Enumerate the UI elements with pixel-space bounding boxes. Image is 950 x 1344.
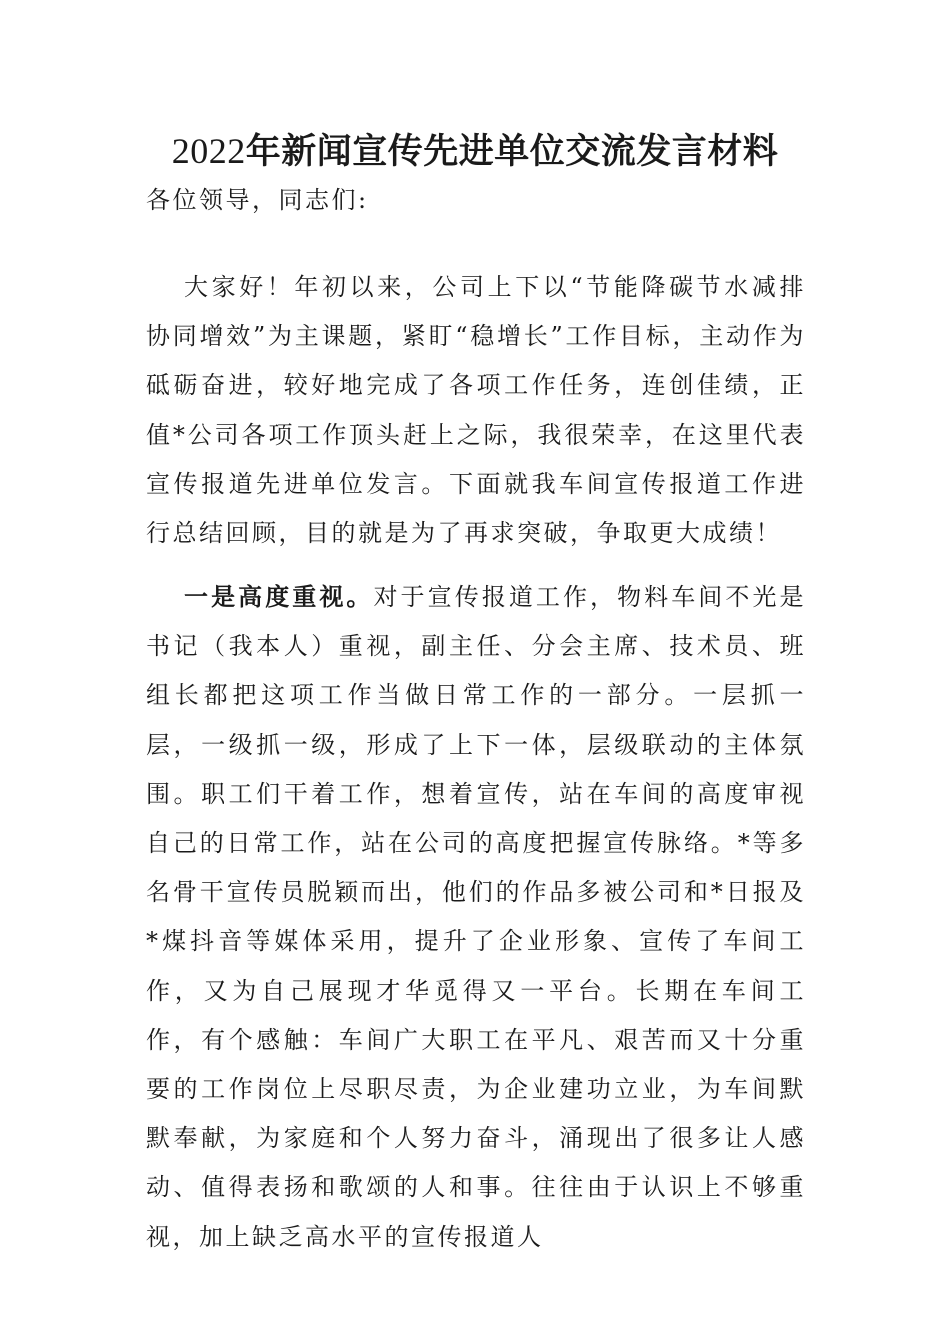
paragraph-2-lead: 一是高度重视。 <box>184 582 374 611</box>
title-year: 2022 <box>171 131 246 171</box>
title-text: 年新闻宣传先进单位交流发言材料 <box>245 131 779 172</box>
paragraph-2 <box>146 572 806 1262</box>
paragraph-1: 大家好！年初以来，公司上下以“节能降碳节水减排协同增效”为主课题，紧盯“稳增长”工作目标，主动作为砥砺奋进，较好地完成了各项工作任务，连创佳绩，正值*公司各项工作顶头赶上之际，我很荣幸，在这里代表宣传报道先进单位发言。下面就我车间宣传报道工作进行总结回顾，目的就是为了再求突破，争取更大成绩！ <box>146 273 806 548</box>
paragraph-2-body: 对于宣传报道工作，物料车间不光是书记（我本人）重视，副主任、分会主席、技术员、班组长都把这项工作当做日常工作的一部分。一层抓一层，一级抓一级，形成了上下一体，层级联动的主体氛围。职工们干着工作，想着宣传，站在车间的高度审视自己的日常工作，站在公司的高度把握宣传脉络。*等多名骨干宣传员脱颖而出，他们的作品多被公司和*日报及*煤抖音等媒体采用，提升了企业形象、宣传了车间工作，又为自己展现才华觅得又一平台。长期在车间工作，有个感触：车间广大职工在平凡、艰苦而又十分重要的工作岗位上尽职尽责，为企业建功立业，为车间默默奉献，为家庭和个人努力奋斗，涌现出了很多让人感动、值得表扬和歌颂的人和事。往往由于认识上不够重视，加上缺乏高水平的宣传报道人 <box>146 583 807 1251</box>
document-title <box>0 126 950 177</box>
salutation: 各位领导，同志们: <box>146 186 369 214</box>
